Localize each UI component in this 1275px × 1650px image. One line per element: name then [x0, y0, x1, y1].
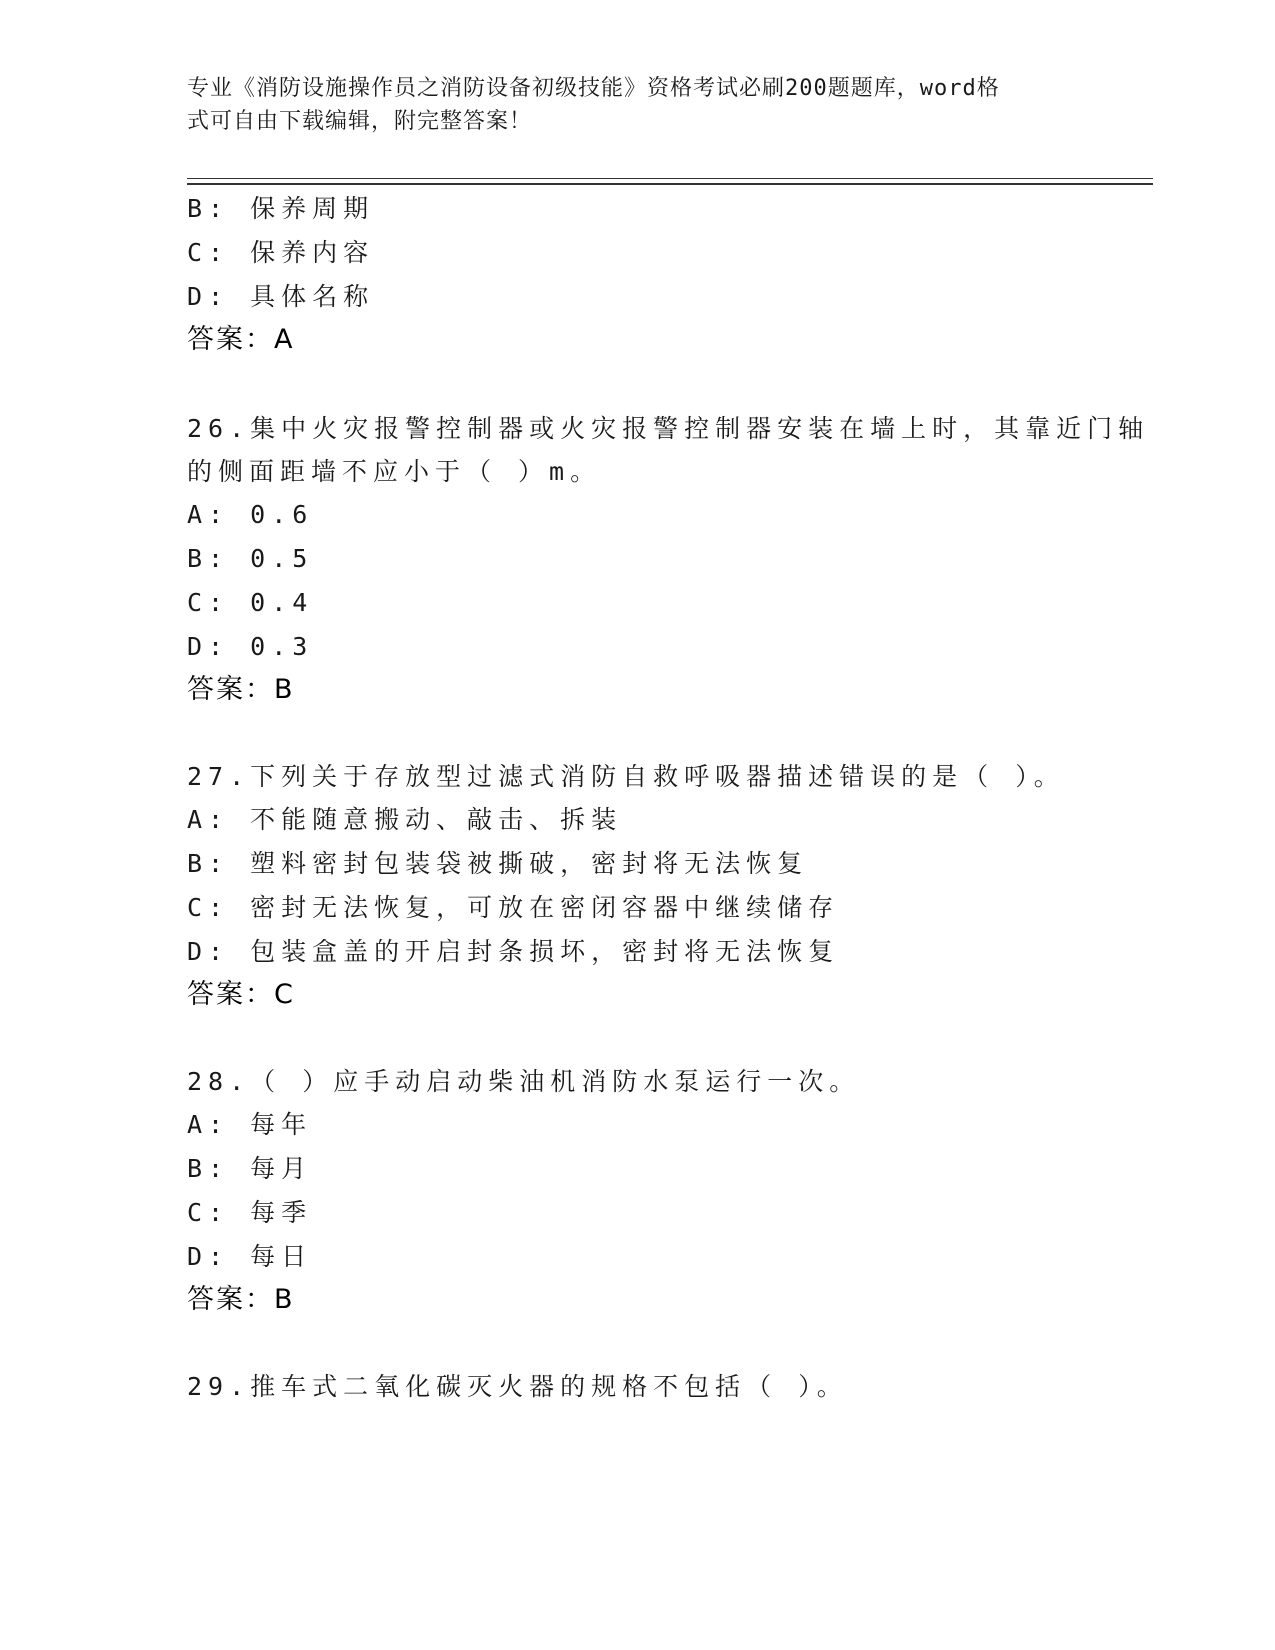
header-divider-top	[187, 178, 1153, 179]
q26-stem-line-1: 26.集中火灾报警控制器或火灾报警控制器安装在墙上时，其靠近门轴	[187, 414, 1150, 443]
q25-option-c: C: 保养内容	[187, 238, 375, 267]
document-header	[187, 72, 1077, 138]
q27-option-c: C: 密封无法恢复，可放在密闭容器中继续储存	[187, 893, 840, 922]
q27-option-a: A: 不能随意搬动、敲击、拆装	[187, 805, 623, 834]
q28-stem: 28.（ ）应手动启动柴油机消防水泵运行一次。	[187, 1067, 861, 1096]
q25-option-d: D: 具体名称	[187, 282, 375, 311]
header-line-2: 式可自由下载编辑，附完整答案！	[187, 109, 533, 134]
q25-option-b: B: 保养周期	[187, 194, 375, 223]
q26-stem-line-2: 的侧面距墙不应小于（ ）m。	[187, 457, 602, 486]
q27-answer: 答案：C	[187, 979, 295, 1010]
q25-answer: 答案：A	[187, 324, 295, 355]
header-divider-bottom	[187, 183, 1153, 185]
q27-option-b: B: 塑料密封包装袋被撕破，密封将无法恢复	[187, 849, 809, 878]
q26-answer: 答案：B	[187, 674, 295, 705]
q27-stem: 27.下列关于存放型过滤式消防自救呼吸器描述错误的是（ ）。	[187, 762, 1065, 791]
q26-option-a: A: 0.6	[187, 500, 314, 529]
q27-option-d: D: 包装盒盖的开启封条损坏，密封将无法恢复	[187, 937, 840, 966]
q28-answer: 答案：B	[187, 1284, 295, 1315]
q26-option-d: D: 0.3	[187, 632, 314, 661]
header-line-1: 专业《消防设施操作员之消防设备初级技能》资格考试必刷200题题库，word格	[187, 76, 1000, 101]
q28-option-b: B: 每月	[187, 1154, 313, 1183]
q29-stem: 29.推车式二氧化碳灭火器的规格不包括（ ）。	[187, 1372, 848, 1401]
q28-option-c: C: 每季	[187, 1198, 313, 1227]
q28-option-a: A: 每年	[187, 1110, 313, 1139]
q28-option-d: D: 每日	[187, 1242, 313, 1271]
q26-option-b: B: 0.5	[187, 544, 314, 573]
q26-option-c: C: 0.4	[187, 588, 314, 617]
